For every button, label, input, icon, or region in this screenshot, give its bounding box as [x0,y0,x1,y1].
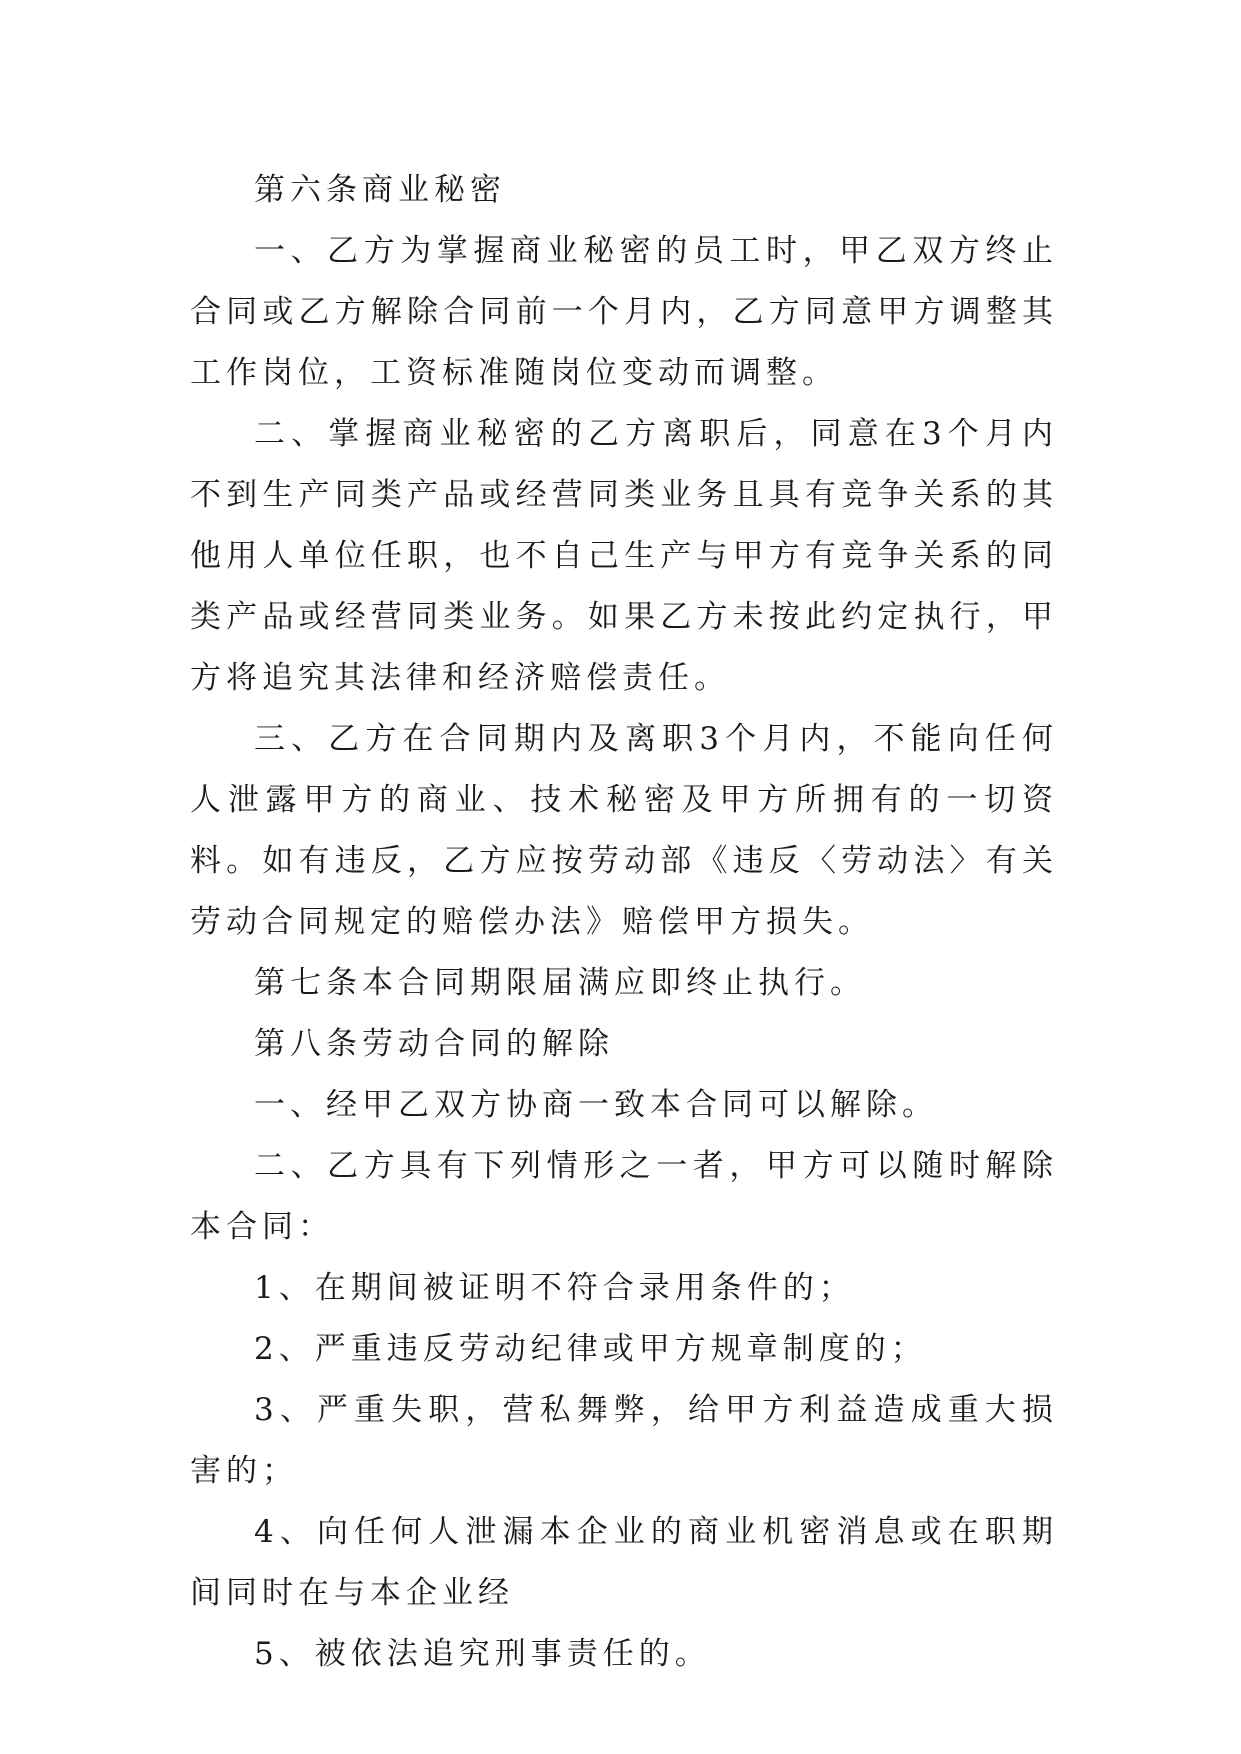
paragraph-article-6-clause-2: 二、掌握商业秘密的乙方离职后，同意在3个月内不到生产同类产品或经营同类业务且具有竞争关系的其他用人单位任职，也不自己生产与甲方有竞争关系的同类产品或经营同类业务。如果乙方未按此约定执行，甲方将追究其法律和经济赔偿责任。 [190,416,1058,696]
paragraph-article-7: 第七条本合同期限届满应即终止执行。 [254,965,866,1001]
paragraph-article-8-clause-2: 二、乙方具有下列情形之一者，甲方可以随时解除本合同： [190,1148,1058,1245]
paragraph-article-8-clause-1: 一、经甲乙双方协商一致本合同可以解除。 [254,1087,938,1123]
list-item-1: 1、在期间被证明不符合录用条件的； [254,1270,855,1306]
paragraph-article-6-heading: 第六条商业秘密 [254,172,506,208]
list-item-2: 2、严重违反劳动纪律或甲方规章制度的； [254,1331,927,1367]
list-item-4: 4、向任何人泄漏本企业的商业机密消息或在职期间同时在与本企业经 [190,1514,1058,1611]
list-item-3: 3、严重失职，营私舞弊，给甲方利益造成重大损害的； [190,1392,1058,1489]
list-item-5: 5、被依法追究刑事责任的。 [254,1636,711,1672]
paragraph-article-6-clause-3: 三、乙方在合同期内及离职3个月内，不能向任何人泄露甲方的商业、技术秘密及甲方所拥有的一切资料。如有违反，乙方应按劳动部《违反〈劳动法〉有关劳动合同规定的赔偿办法》赔偿甲方损失。 [190,721,1058,940]
paragraph-article-6-clause-1: 一、乙方为掌握商业秘密的员工时，甲乙双方终止合同或乙方解除合同前一个月内，乙方同意甲方调整其工作岗位，工资标准随岗位变动而调整。 [190,233,1058,391]
paragraph-article-8-heading: 第八条劳动合同的解除 [254,1026,614,1062]
document-body [190,160,1058,1685]
